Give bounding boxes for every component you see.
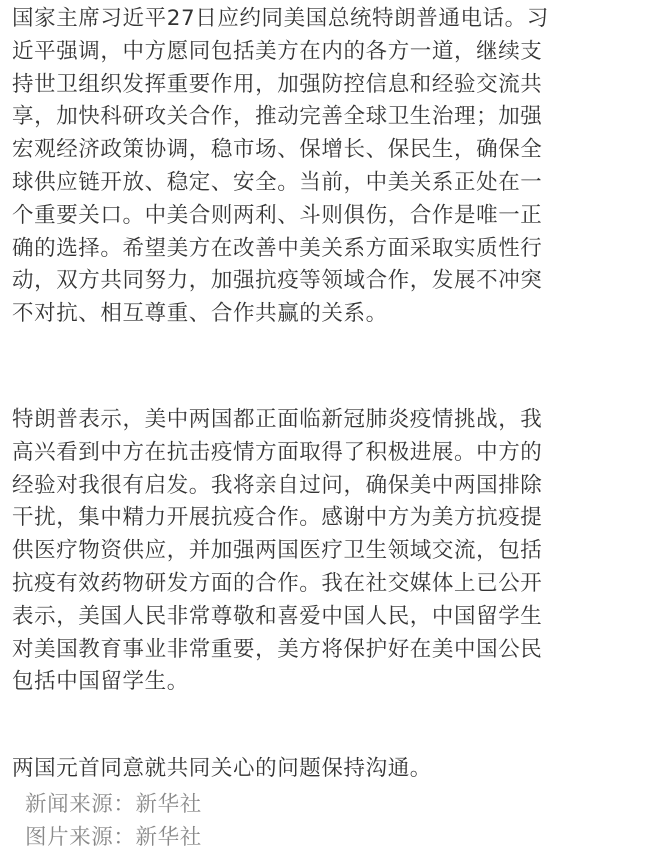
text-line: 表示，美国人民非常尊敬和喜爱中国人民，中国留学生 — [12, 603, 543, 629]
paragraph-call-summary — [12, 3, 549, 331]
text-line: 干扰，集中精力开展抗疫合作。感谢中方为美方抗疫提 — [12, 505, 543, 531]
text-line: 对美国教育事业非常重要，美方将保护好在美中国公民 — [12, 636, 543, 662]
text-line: 确的选择。希望美方在改善中美关系方面采取实质性行 — [12, 235, 543, 261]
text-line: 享，加快科研攻关合作，推动完善全球卫生治理；加强 — [12, 104, 543, 130]
text-line: 特朗普表示，美中两国都正面临新冠肺炎疫情挑战，我 — [12, 407, 543, 432]
text-line: 高兴看到中方在抗击疫情方面取得了积极进展。中方的 — [12, 439, 543, 465]
text-line: 两国元首同意就共同关心的问题保持沟通。 — [12, 756, 432, 781]
text-line: 宏观经济政策协调，稳市场、保增长、保民生，确保全 — [12, 137, 543, 163]
text-line: 包括中国留学生。 — [12, 669, 189, 695]
paragraph-trump-remarks — [12, 404, 542, 699]
text-line: 经验对我很有启发。我将亲自过问，确保美中两国排除 — [12, 472, 543, 498]
text-line: 近平强调，中方愿同包括美方在内的各方一道，继续支 — [12, 38, 543, 64]
news-source-credit: 新闻来源：新华社 — [25, 792, 202, 817]
text-line: 抗疫有效药物研发方面的合作。我在社交媒体上已公开 — [12, 570, 543, 596]
text-line: 不对抗、相互尊重、合作共赢的关系。 — [12, 301, 388, 327]
paragraph-closing — [12, 753, 432, 786]
text-line: 供医疗物资供应，并加强两国医疗卫生领域交流，包括 — [12, 538, 543, 564]
text-line: 个重要关口。中美合则两利、斗则俱伤，合作是唯一正 — [12, 202, 543, 228]
text-line: 国家主席习近平27日应约同美国总统特朗普通电话。习 — [12, 6, 549, 31]
text-line: 动，双方共同努力，加强抗疫等领域合作，发展不冲突 — [12, 268, 543, 294]
text-line: 球供应链开放、稳定、安全。当前，中美关系正处在一 — [12, 169, 543, 195]
image-source-credit: 图片来源：新华社 — [25, 825, 202, 850]
text-line: 持世卫组织发挥重要作用，加强防控信息和经验交流共 — [12, 71, 543, 97]
